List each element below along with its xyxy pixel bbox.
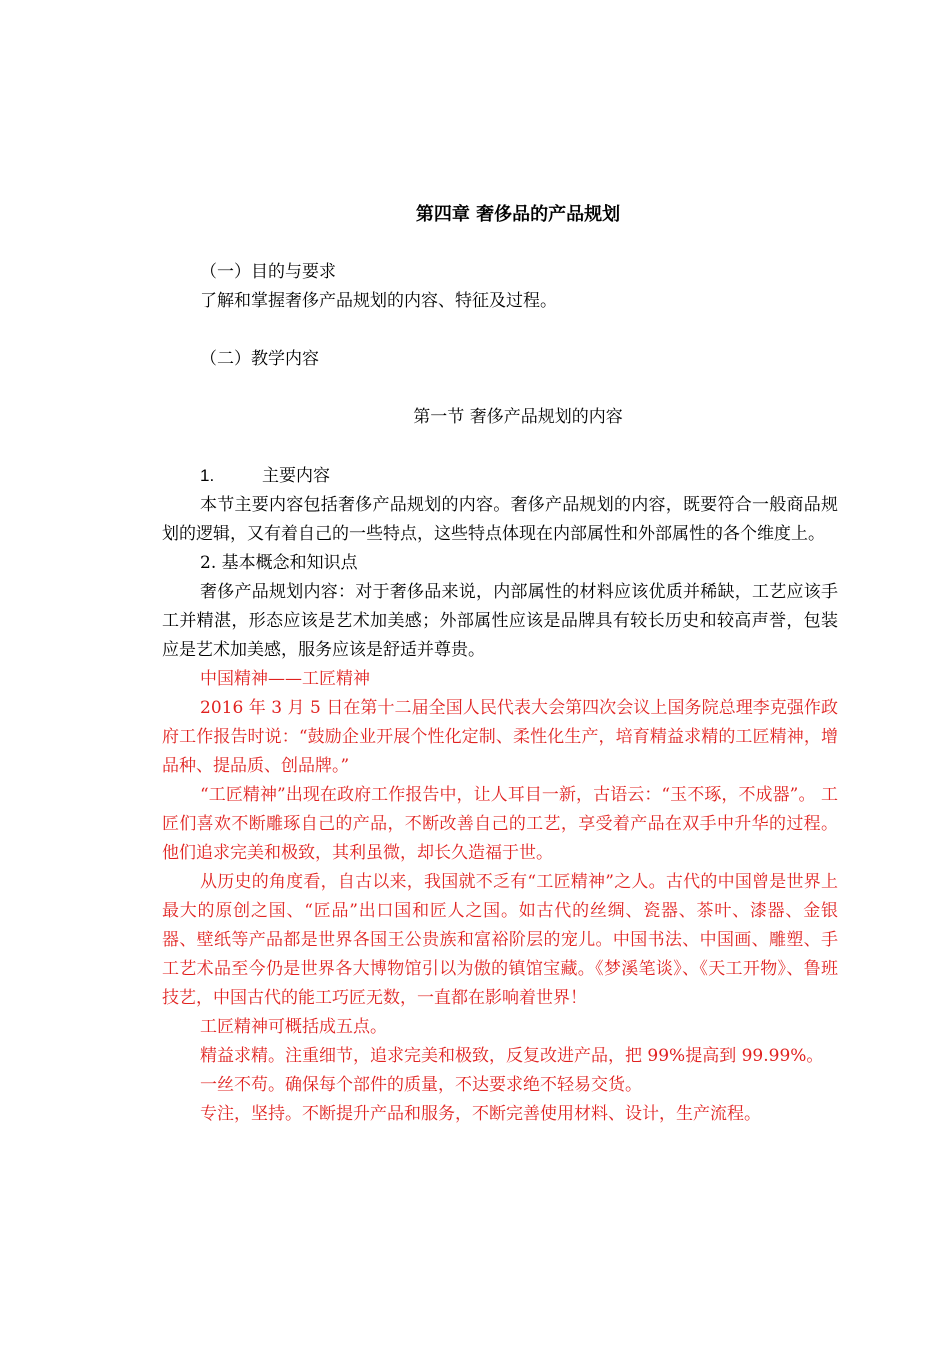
red-paragraph-7: 专注，坚持。不断提升产品和服务，不断完善使用材料、设计，生产流程。 [200,1104,761,1124]
item2-heading: 2. 基本概念和知识点 [200,553,358,573]
spacer [162,374,838,403]
red-paragraph-1: 2016 年 3 月 5 日在第十二届全国人民代表大会第四次会议上国务院总理李克强作政府工作报告时说：“鼓励企业开展个性化定制、柔性化生产，培育精益求精的工匠精神，增品种、提品质、创品牌。” [162,698,838,776]
red-paragraph-3: 从历史的角度看，自古以来，我国就不乏有“工匠精神”之人。古代的中国曾是世界上最大的原创之国、“匠品”出口国和匠人之国。如古代的丝绸、瓷器、茶叶、漆器、金银器、壁纸等产品都是世界各国王公贵族和富裕阶层的宠儿。中国书法、中国画、雕塑、手工艺术品至今仍是世界各大博物馆引以为傲的镇馆宝藏。《梦溪笔谈》、《天工开物》、鲁班技艺，中国古代的能工巧匠无数，一直都在影响着世界！ [162,872,838,1008]
item1-heading [162,461,838,491]
document-body [162,200,838,1129]
red-paragraph-4: 工匠精神可概括成五点。 [200,1017,387,1037]
section-title: 第一节 奢侈产品规划的内容 [413,407,623,427]
red-paragraph-2: “工匠精神”出现在政府工作报告中，让人耳目一新，古语云：“玉不琢，不成器”。 工匠们喜欢不断雕琢自己的产品，不断改善自己的工艺，享受着产品在双手中升华的过程。他们追求完美和极致，其利虽微，却长久造福于世。 [162,785,838,863]
item1-label: 主要内容 [262,466,330,486]
item1-text: 本节主要内容包括奢侈产品规划的内容。奢侈产品规划的内容，既要符合一般商品规划的逻辑，又有着自己的一些特点，这些特点体现在内部属性和外部属性的各个维度上。 [162,495,838,544]
spacer [162,432,838,461]
chapter-title: 第四章 奢侈品的产品规划 [415,204,621,225]
item1-number: 1. [200,466,215,485]
goal-text: 了解和掌握奢侈产品规划的内容、特征及过程。 [200,291,557,311]
spacer [162,316,838,345]
goal-heading: （一）目的与要求 [200,262,336,282]
red-paragraph-6: 一丝不苟。确保每个部件的质量，不达要求绝不轻易交货。 [200,1075,642,1095]
red-heading: 中国精神——工匠精神 [200,669,370,689]
red-paragraph-5: 精益求精。注重细节，追求完美和极致，反复改进产品，把 99%提高到 99.99%。 [200,1046,824,1066]
content-heading: （二）教学内容 [200,349,319,369]
item2-text: 奢侈产品规划内容：对于奢侈品来说，内部属性的材料应该优质并稀缺，工艺应该手工并精湛，形态应该是艺术加美感；外部属性应该是品牌具有较长历史和较高声誉，包装应是艺术加美感，服务应该是舒适并尊贵。 [162,582,838,660]
